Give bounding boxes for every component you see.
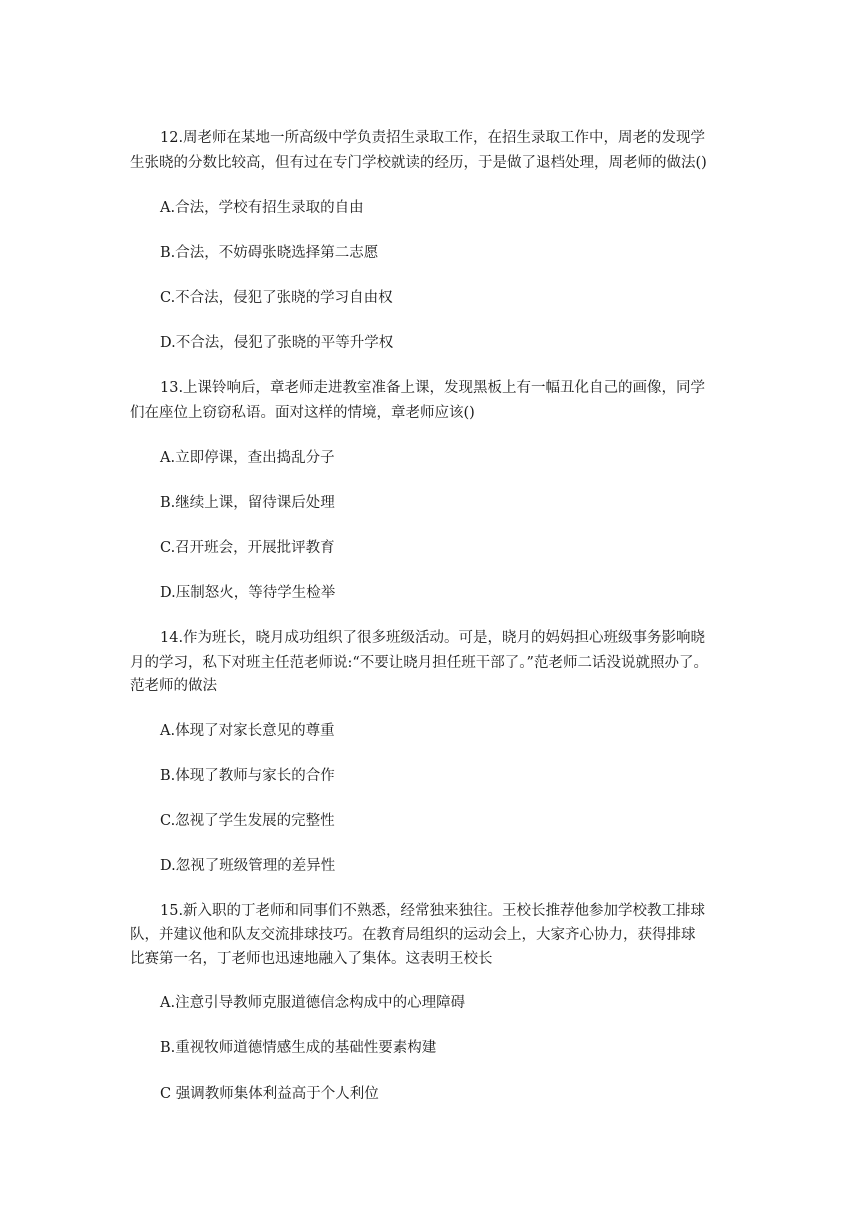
question-14-option-b: B.体现了教师与家长的合作 — [160, 768, 335, 784]
question-15-line-3: 比赛第一名，丁老师也迅速地融入了集体。这表明王校长 — [130, 951, 493, 967]
question-13-option-d: D.压制怒火，等待学生检举 — [160, 585, 336, 601]
question-14-option-d: D.忽视了班级管理的差异性 — [160, 858, 336, 874]
question-12-line-1: 12.周老师在某地一所高级中学负责招生录取工作，在招生录取工作中，周老的发现学 — [160, 130, 706, 146]
question-13-line-2: 们在座位上窃窃私语。面对这样的情境，章老师应该() — [130, 405, 475, 421]
question-14-line-1: 14.作为班长，晓月成功组织了很多班级活动。可是，晓月的妈妈担心班级事务影响晓 — [160, 630, 706, 646]
question-13-option-b: B.继续上课，留待课后处理 — [160, 495, 335, 511]
question-12-option-d: D.不合法，侵犯了张晓的平等升学权 — [160, 335, 394, 351]
question-15-line-2: 队，并建议他和队友交流排球技巧。在教育局组织的运动会上，大家齐心协力，获得排球 — [130, 927, 696, 943]
question-15-option-a: A.注意引导教师克服道德信念构成中的心理障碍 — [160, 995, 466, 1011]
question-14-option-a: A.体现了对家长意见的尊重 — [160, 723, 335, 739]
question-13-option-c: C.召开班会，开展批评教育 — [160, 540, 335, 556]
question-15-line-1: 15.新入职的丁老师和同事们不熟悉，经常独来独往。王校长推荐他参加学校教工排球 — [160, 903, 706, 919]
question-12-option-a: A.合法，学校有招生录取的自由 — [160, 200, 364, 216]
question-12-line-2: 生张晓的分数比较高，但有过在专门学校就读的经历，于是做了退档处理，周老师的做法() — [130, 155, 707, 171]
question-14-line-3: 范老师的做法 — [130, 678, 217, 694]
question-15-option-b: B.重视牧师道德情感生成的基础性要素构建 — [160, 1040, 437, 1056]
question-13-option-a: A.立即停课，查出捣乱分子 — [160, 450, 335, 466]
question-14-option-c: C.忽视了学生发展的完整性 — [160, 813, 335, 829]
question-13-line-1: 13.上课铃响后，章老师走进教室准备上课，发现黑板上有一幅丑化自己的画像，同学 — [160, 380, 706, 396]
question-14-line-2: 月的学习，私下对班主任范老师说:“不要让晓月担任班干部了。”范老师二话没说就照办了。 — [130, 655, 708, 671]
question-12-option-c: C.不合法，侵犯了张晓的学习自由权 — [160, 290, 393, 306]
question-12-option-b: B.合法，不妨碍张晓选择第二志愿 — [160, 245, 379, 261]
question-15-option-c: C 强调教师集体利益高于个人利位 — [160, 1086, 379, 1102]
